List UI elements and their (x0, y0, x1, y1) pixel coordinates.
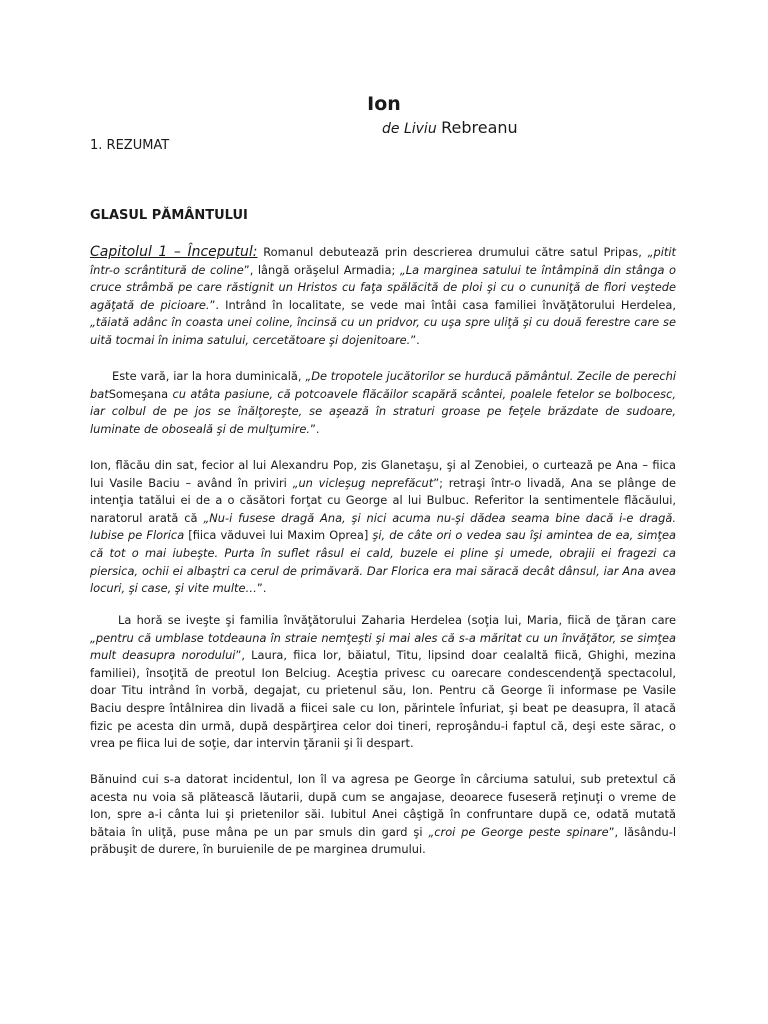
paragraph-herdelea: La horă se iveşte şi familia învăţătorului Zaharia Herdelea (soţia lui, Maria, fiică de ţăran care „pentru că umblase totdeauna în straie nemţeşti şi mai ales că s-a măritat cu un învăţător, se simţea mult deasupra norodului”, Laura, fiica lor, băiatul, Titu, lipsind doar cealaltă fiică, Ghighi, mezina familiei), însoţită de preotul Ion Belciug. Aceştia privesc cu oarecare condescendenţă spectacolul, doar Titu intrând în vorbă, degajat, cu prietenul său, Ion. Pentru că George îi informase pe Vasile Baciu despre întâlnirea din livadă a fiicei sale cu Ion, părintele înfuriat, şi beat pe deasupra, îl atacă fizic pe acesta din urmă, după despărţirea celor doi tineri, reproşându-i faptul că, deşi este sărac, o vrea pe fiica lui de soţie, dar intervin ţăranii şi îi despart. (90, 613, 676, 751)
section-heading: 1. REZUMAT (90, 138, 170, 153)
author-last-name: Rebreanu (441, 118, 518, 137)
document-title: Ion (367, 93, 401, 115)
paragraph-chapter-1: Capitolul 1 – Începutul: Romanul debutează prin descrierea drumului către satul Pripas, „pitit într-o scrântitură de coline”, lângă orăşelul Armadia; „La marginea satului te întâmpină din stânga o cruce strâmbă pe care răstignit un Hristos cu faţa spălăcită de ploi şi cu o cununiţă de flori veştede agăţată de picioare.”. Intrând în localitate, se vede mai întâi casa familiei învăţătorului Herdelea, „tăiată adânc în coasta unei coline, încinsă cu un pridvor, cu uşa spre uliţă şi cu două ferestre care se uită tocmai în inima satului, cercetătoare şi dojenitoare.”. (90, 244, 676, 347)
paragraph-ion: Ion, flăcău din sat, fecior al lui Alexandru Pop, zis Glanetaşu, şi al Zenobiei, o curtează pe Ana – fiica lui Vasile Baciu – având în priviri „un vicleşug neprefăcut”; retraşi într-o livadă, Ana se plânge de intenţia tatălui ei de a o căsători forţat cu George al lui Bulbuc. Referitor la sentimentele flăcăului, naratorul arată că „Nu-i fusese dragă Ana, şi nici acuma nu-şi dădea seama bine dacă i-e dragă. Iubise pe Florica [fiica văduvei lui Maxim Oprea] şi, de câte ori o vedea sau îşi amintea de ea, simţea că tot o mai iubeşte. Purta în suflet râsul ei cald, buzele ei pline şi umede, obrajii ei fragezi ca piersica, ochii ei albaştri ca cerul de primăvară. Dar Florica era mai săracă decât dânsul, iar Ana avea locuri, şi case, şi vite multe…”. (90, 458, 676, 596)
author-prefix: de Liviu (382, 121, 442, 137)
author-line (382, 118, 518, 137)
book-part-heading: GLASUL PĂMÂNTULUI (90, 208, 248, 223)
paragraph-carciuma: Bănuind cui s-a datorat incidentul, Ion îl va agresa pe George în cârciuma satului, sub pretextul că acesta nu voia să plătească lăutarii, după cum se angajase, deoarece fuseseră reţinuţi o vreme de Ion, spre a-i cânta lui şi prietenilor săi. Iubitul Anei câştigă în confruntare după ce, odată mutată bătaia în uliţă, puse mâna pe un par smuls din gard şi „croi pe George peste spinare”, lăsându-l prăbuşit de durere, în buruienile de pe marginea drumului. (90, 772, 676, 857)
chapter-heading: Capitolul 1 – Începutul: (90, 244, 258, 260)
paragraph-hora: Este vară, iar la hora duminicală, „De tropotele jucătorilor se hurducă pământul. Zecile de perechi batSomeşana cu atâta pasiune, că potcoavele flăcăilor scapără scântei, poalele fetelor se bolbocesc, iar colbul de pe jos se înălţoreşte, se aşează în straturi groase pe feţele brăzdate de sudoare, luminate de oboseală şi de mulţumire.”. (90, 369, 676, 436)
